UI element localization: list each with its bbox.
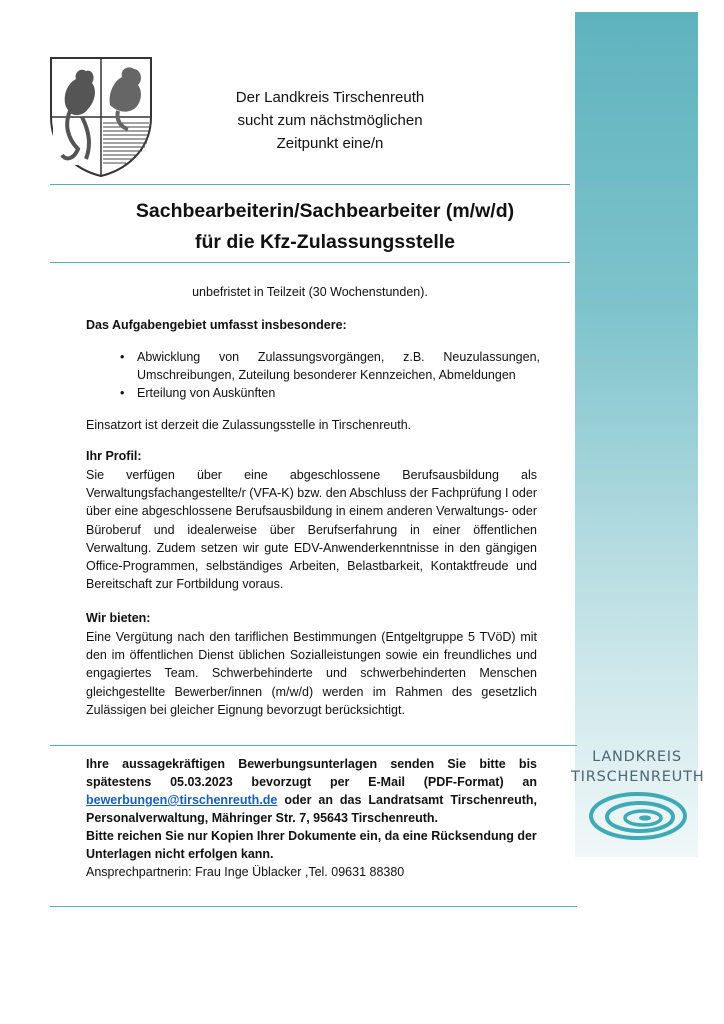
task-list — [120, 348, 540, 403]
intro-text — [160, 86, 500, 155]
intro-line: sucht zum nächstmöglichen — [237, 112, 423, 129]
divider — [50, 906, 577, 907]
job-title — [50, 196, 600, 258]
email-link[interactable]: bewerbungen@tirschenreuth.de — [86, 793, 278, 807]
application-text: Ihre aussagekräftigen Bewerbungsunterlagen senden Sie bitte bis spätestens 05.03.2023 bevorzugt per E-Mail (PDF-Format) an — [86, 757, 537, 789]
list-item — [120, 348, 540, 384]
list-item — [120, 384, 540, 402]
application-address: oder an das Landratsamt Tirschenreuth, Personalverwaltung, Mähringer Str. 7, 95643 Tirschenreuth. — [86, 793, 537, 825]
bullet-icon: • — [120, 386, 125, 401]
application-section — [86, 755, 537, 881]
task-text: Abwicklung von Zulassungsvorgängen, z.B. Neuzulassungen, Umschreibungen, Zuteilung besonderer Kennzeichen, Abmeldungen — [137, 350, 540, 383]
bullet-icon: • — [120, 350, 125, 364]
divider — [50, 262, 570, 263]
district-logo-text — [571, 747, 703, 787]
divider — [50, 745, 577, 746]
contact-person: Ansprechpartnerin: Frau Inge Üblacker ,Tel. 09631 88380 — [86, 865, 405, 879]
employment-terms: unbefristet in Teilzeit (30 Wochenstunden). — [192, 285, 428, 299]
task-text: Erteilung von Auskünften — [137, 386, 276, 401]
job-title-line: Sachbearbeiterin/Sachbearbeiter (m/w/d) — [135, 200, 515, 222]
intro-line: Der Landkreis Tirschenreuth — [235, 89, 425, 106]
intro-line: Zeitpunkt eine/n — [276, 135, 384, 152]
decorative-sidebar — [575, 12, 698, 857]
divider — [50, 184, 570, 185]
tasks-heading: Das Aufgabengebiet umfasst insbesondere: — [86, 318, 347, 332]
offer-heading: Wir bieten: — [86, 611, 151, 625]
profile-heading: Ihr Profil: — [86, 449, 142, 463]
offer-text: Eine Vergütung nach den tariflichen Bestimmungen (Entgeltgruppe 5 TVöD) mit den im öffentlichen Dienst üblichen Sozialleistungen sowie ein freundliches und engagiertes Team. Schwerbehinderte und schwerbehinderten Menschen gleichgestellte Bewerber/innen (m/w/d) werden im Rahmen des gesetzlich Zulässigen bei gleicher Eignung bevorzugt berücksichtigt. — [86, 630, 537, 717]
coat-of-arms-icon — [48, 55, 154, 179]
logo-line: LANDKREIS — [592, 749, 682, 765]
logo-line: TIRSCHENREUTH — [571, 769, 705, 785]
water-ripple-logo-icon — [588, 790, 688, 842]
application-instructions — [86, 755, 537, 827]
profile-text: Sie verfügen über eine abgeschlossene Berufsausbildung als Verwaltungsfachangestellte/r (VFA-K) bzw. den Abschluss der Fachprüfung I oder über eine abgeschlossene Berufsausbildung in einem anderen Verwaltungs- oder Büroberuf und idealerweise über Berufserfahrung in einer öffentlichen Verwaltung. Zudem setzen wir gute EDV-Anwenderkenntnisse in den gängigen Office-Programmen, selbständiges Arbeiten, Belastbarkeit, Kontaktfreude und Bereitschaft zur Fortbildung voraus. — [86, 468, 537, 592]
work-location: Einsatzort ist derzeit die Zulassungsstelle in Tirschenreuth. — [86, 418, 412, 432]
job-title-line: für die Kfz-Zulassungsstelle — [194, 231, 456, 253]
copies-note: Bitte reichen Sie nur Kopien Ihrer Dokumente ein, da eine Rücksendung der Unterlagen nicht erfolgen kann. — [86, 829, 537, 861]
